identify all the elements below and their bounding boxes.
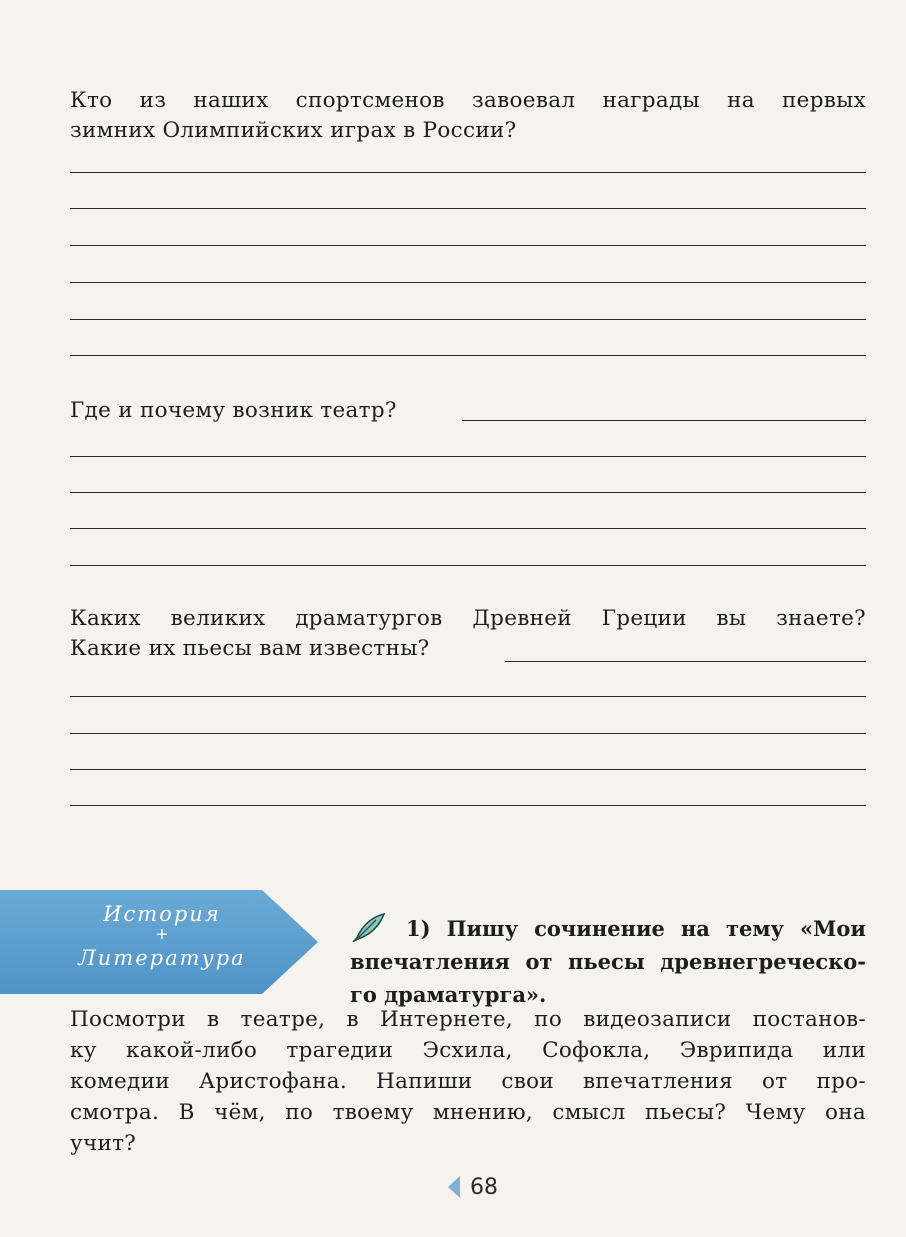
- subject-banner: [0, 888, 318, 996]
- answer-line[interactable]: [70, 528, 866, 529]
- task-body: [70, 1004, 866, 1159]
- task-title-line-1: 1) Пишу сочинение на тему «Мои: [406, 916, 866, 941]
- answer-line[interactable]: [70, 733, 866, 734]
- task-body-line: учит?: [70, 1131, 137, 1156]
- task-body-line: комедии Аристофана. Напиши свои впечатления от про-: [70, 1069, 866, 1094]
- banner-subject-literature: Литература: [78, 946, 246, 970]
- answer-line[interactable]: [70, 319, 866, 320]
- question-3-line-1: Каких великих драматургов Древней Греции вы знаете?: [70, 606, 866, 631]
- answer-line[interactable]: [70, 805, 866, 806]
- answer-line[interactable]: [70, 282, 866, 283]
- answer-line[interactable]: [70, 492, 866, 493]
- question-2: [70, 396, 470, 426]
- answer-line[interactable]: [70, 245, 866, 246]
- question-2-line-1: Где и почему возник театр?: [70, 398, 397, 423]
- answer-line[interactable]: [70, 208, 866, 209]
- question-3: [70, 604, 866, 664]
- triangle-left-icon: [448, 1176, 460, 1198]
- answer-line[interactable]: [462, 420, 866, 421]
- task-body-line: ку какой-либо трагедии Эсхила, Софокла, Эврипида или: [70, 1038, 866, 1063]
- question-1-line-2: зимних Олимпийских играх в России?: [70, 118, 517, 143]
- task-body-line: смотра. В чём, по твоему мнению, смысл пьесы? Чему она: [70, 1100, 866, 1125]
- answer-line[interactable]: [70, 769, 866, 770]
- question-1-line-1: Кто из наших спортсменов завоевал награды на первых: [70, 88, 866, 113]
- task-heading: [350, 912, 866, 1011]
- banner-plus: +: [155, 924, 169, 943]
- question-3-line-2: Какие их пьесы вам известны?: [70, 636, 430, 661]
- page-number: [448, 1175, 498, 1200]
- task-title-line-2: впечатления от пьесы древнегреческо-: [350, 949, 866, 974]
- answer-line[interactable]: [70, 696, 866, 697]
- page-number-value: 68: [470, 1175, 498, 1200]
- answer-line[interactable]: [70, 565, 866, 566]
- answer-line[interactable]: [70, 355, 866, 356]
- answer-line[interactable]: [70, 172, 866, 173]
- task-title-line-3: го драматурга».: [350, 982, 547, 1007]
- banner-subject-history: История: [103, 902, 221, 926]
- answer-line[interactable]: [70, 456, 866, 457]
- pen-icon: [350, 912, 390, 942]
- task-body-line: Посмотри в театре, в Интернете, по видеозаписи постанов-: [70, 1007, 866, 1032]
- answer-line[interactable]: [505, 661, 866, 662]
- question-1: [70, 86, 866, 146]
